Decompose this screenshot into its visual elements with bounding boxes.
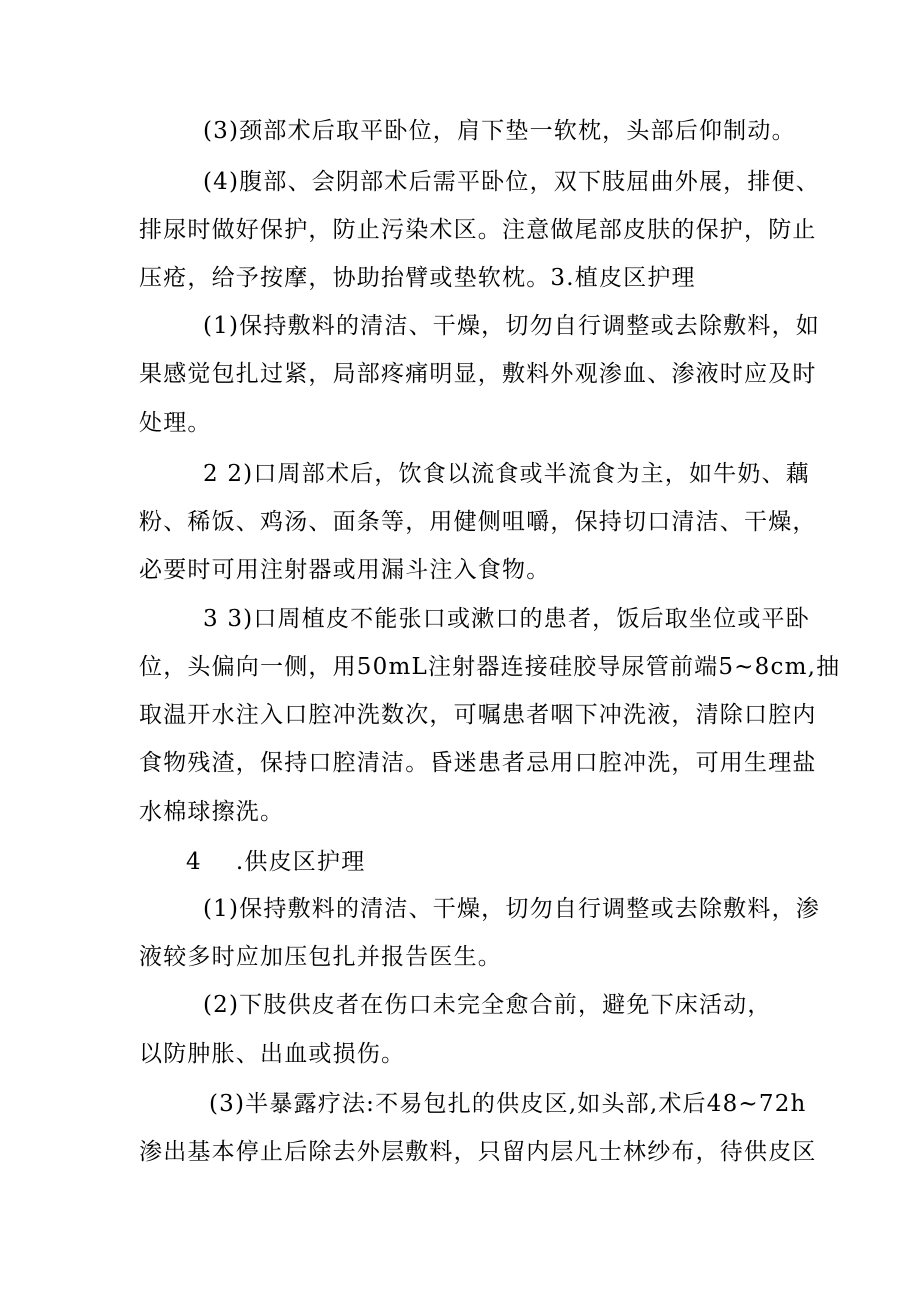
text-line: (1)保持敷料的清洁、干燥，切勿自行调整或去除敷料，如 (203, 313, 820, 339)
text-line: 位，头偏向一侧，用50mL注射器连接硅胶导尿管前端5~8cm,抽 (139, 654, 841, 680)
text-line: 处理。 (139, 410, 212, 436)
text-line: 液较多时应加压包扎并报告医生。 (139, 944, 502, 970)
text-line: (2)下肢供皮者在伤口未完全愈合前，避免下床活动， (203, 992, 772, 1018)
text-line: (3)半暴露疗法:不易包扎的供皮区,如头部,术后48~72h (209, 1091, 807, 1117)
text-line: (3)颈部术后取平卧位，肩下垫一软枕，头部后仰制动。 (203, 118, 796, 144)
text-line: 2 2)口周部术后，饮食以流食或半流食为主，如牛奶、藕 (203, 461, 810, 487)
text-line: 3 3)口周植皮不能张口或漱口的患者，饭后取坐位或平卧 (203, 606, 810, 632)
text-line: 粉、稀饭、鸡汤、面条等，用健侧咀嚼，保持切口清洁、干燥， (139, 509, 817, 535)
text-line: 果感觉包扎过紧，局部疼痛明显，敷料外观渗血、渗液时应及时 (139, 361, 817, 387)
text-line: 必要时可用注射器或用漏斗注入食物。 (139, 557, 551, 583)
text-line: 水棉球擦洗。 (139, 799, 285, 825)
text-line: 以防肿胀、出血或损伤。 (139, 1041, 406, 1067)
text-line: 渗出基本停止后除去外层敷料，只留内层凡士林纱布，待供皮区 (139, 1139, 817, 1165)
text-line: 压疮，给予按摩，协助抬臂或垫软枕。3.植皮区护理 (139, 265, 696, 291)
section-heading: 4 .供皮区护理 (186, 849, 366, 875)
text-line: (1)保持敷料的清洁、干燥，切勿自行调整或去除敷料，渗 (203, 896, 820, 922)
text-line: (4)腹部、会阴部术后需平卧位，双下肢屈曲外展，排便、 (203, 169, 820, 195)
text-line: 排尿时做好保护，防止污染术区。注意做尾部皮肤的保护，防止 (139, 217, 817, 243)
text-line: 食物残渣，保持口腔清洁。昏迷患者忌用口腔冲洗，可用生理盐 (139, 750, 817, 776)
text-line: 取温开水注入口腔冲洗数次，可嘱患者咽下冲洗液，清除口腔内 (139, 702, 817, 728)
